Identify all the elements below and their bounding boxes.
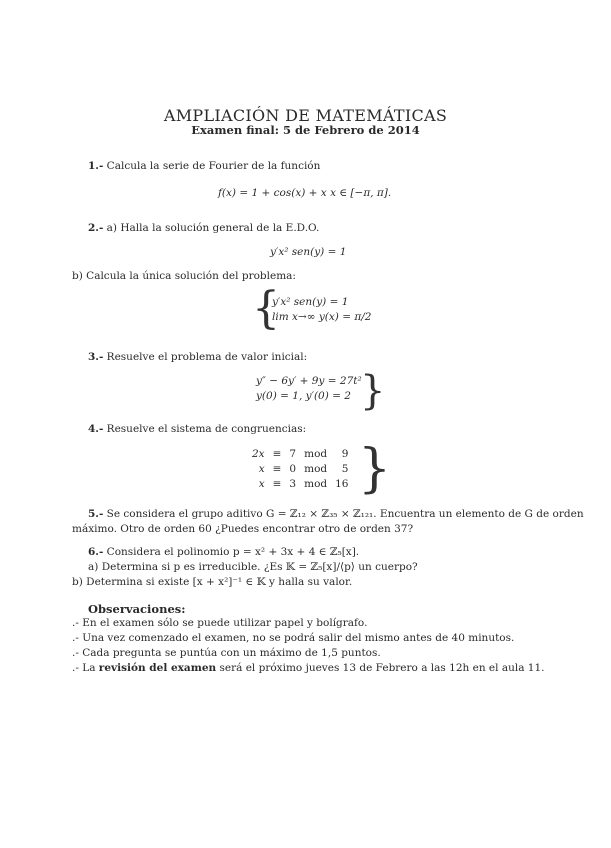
congruence-rhs: 3 (289, 477, 297, 490)
congruence-mod: mod (304, 462, 328, 475)
question-3-text: Resuelve el problema de valor inicial: (106, 351, 308, 363)
question-4-number: 4.- (88, 423, 104, 435)
observation-suffix: será el próximo jueves 13 de Febrero a las 12h en el aula 11. (216, 662, 545, 674)
question-5-number: 5.- (88, 508, 104, 520)
congruence-modulus: 9 (341, 447, 349, 460)
question-2-formula: y′x² sen(y) = 1 (270, 246, 347, 258)
question-2-system-line-1: y′x² sen(y) = 1 (272, 296, 349, 308)
exam-title: AMPLIACIÓN DE MATEMÁTICAS (163, 106, 448, 125)
question-2 (88, 222, 319, 234)
congruence-modulus: 5 (341, 462, 349, 475)
congruence-symbol: ≡ (272, 477, 282, 490)
left-brace: { (252, 283, 280, 334)
question-2-text: a) Halla la solución general de la E.D.O. (106, 222, 320, 234)
congruence-lhs: 2x (252, 447, 265, 460)
question-2-part-b: b) Calcula la única solución del problema: (72, 270, 296, 282)
question-6-text: Considera el polinomio p = x² + 3x + 4 ∈ ℤ₅[x]. (106, 546, 360, 558)
congruence-row (248, 461, 352, 476)
question-6-part-b: b) Determina si existe [x + x²]⁻¹ ∈ 𝕂 y halla su valor. (72, 576, 353, 588)
congruence-system (248, 446, 352, 491)
congruence-symbol: ≡ (272, 447, 282, 460)
question-4 (88, 423, 306, 435)
congruence-row (248, 446, 352, 461)
right-brace: } (360, 368, 386, 414)
question-5-line-2: máximo. Otro de orden 60 ¿Puedes encontrar otro de orden 37? (72, 523, 414, 535)
question-5-line-1: Se considera el grupo aditivo G = ℤ₁₂ × ℤ₃₅ × ℤ₁₂₁. Encuentra un elemento de G de orden (106, 508, 584, 520)
question-3-number: 3.- (88, 351, 104, 363)
exam-subtitle: Examen final: 5 de Febrero de 2014 (191, 123, 420, 137)
right-brace: } (358, 439, 392, 499)
congruence-row (248, 476, 352, 491)
question-4-text: Resuelve el sistema de congruencias: (106, 423, 307, 435)
observation-item: .- Cada pregunta se puntúa con un máximo de 1,5 puntos. (72, 647, 381, 659)
congruence-lhs: x (258, 462, 265, 475)
congruence-lhs: x (258, 477, 265, 490)
congruence-mod: mod (304, 447, 328, 460)
question-2-number: 2.- (88, 222, 104, 234)
question-1 (88, 160, 320, 172)
observation-item: .- En el examen sólo se puede utilizar papel y bolígrafo. (72, 617, 368, 629)
congruence-symbol: ≡ (272, 462, 282, 475)
question-1-formula: f(x) = 1 + cos(x) + x x ∈ [−π, π]. (218, 187, 392, 199)
observation-item-review (72, 662, 545, 674)
question-6 (88, 546, 359, 558)
question-3-equation: y″ − 6y′ + 9y = 27t² (256, 375, 362, 387)
observation-prefix: .- La (72, 662, 99, 674)
congruence-rhs: 0 (289, 462, 297, 475)
observation-item: .- Una vez comenzado el examen, no se podrá salir del mismo antes de 40 minutos. (72, 632, 515, 644)
question-2-system-line-2: lim x→∞ y(x) = π/2 (272, 311, 372, 323)
question-1-text: Calcula la serie de Fourier de la función (106, 160, 321, 172)
congruence-rhs: 7 (289, 447, 297, 460)
observations-title: Observaciones: (88, 602, 186, 616)
congruence-modulus: 16 (335, 477, 349, 490)
question-6-part-a: a) Determina si p es irreducible. ¿Es 𝕂 = ℤ₅[x]/⟨p⟩ un cuerpo? (88, 561, 418, 573)
observation-highlight: revisión del examen (98, 662, 217, 674)
question-5 (88, 508, 584, 520)
question-1-number: 1.- (88, 160, 104, 172)
question-3 (88, 351, 307, 363)
question-3-initial-conditions: y(0) = 1, y′(0) = 2 (256, 390, 351, 402)
question-6-number: 6.- (88, 546, 104, 558)
congruence-mod: mod (304, 477, 328, 490)
